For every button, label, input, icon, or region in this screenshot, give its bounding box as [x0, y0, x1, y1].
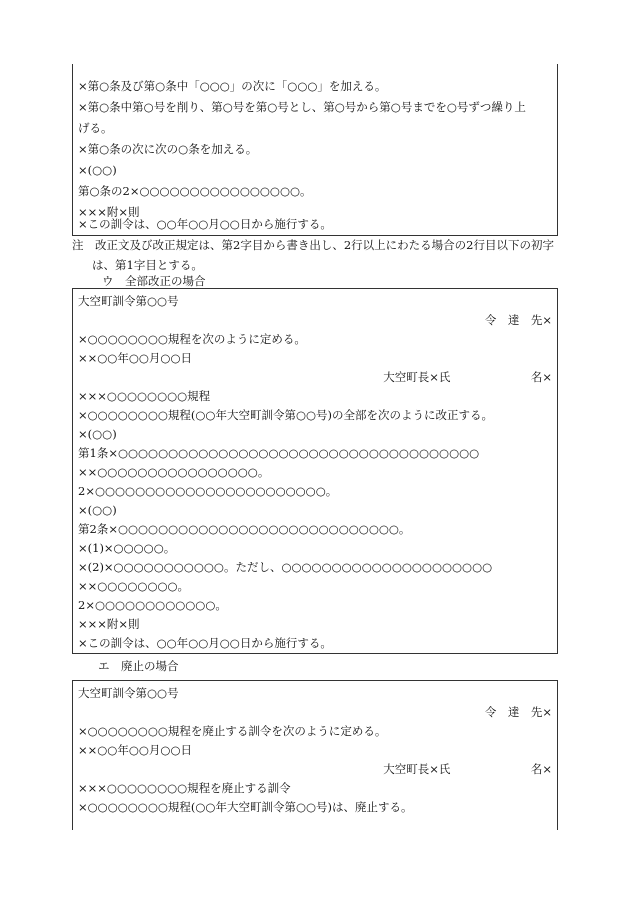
order-number: 大空町訓令第○○号	[78, 686, 179, 700]
signature-line: 大空町長×氏 名×	[383, 370, 552, 384]
note-line-2: は、第1字目とする。	[92, 258, 203, 272]
doc-line: ×(○○)	[78, 427, 117, 441]
section-heading-abolition: エ 廃止の場合	[98, 659, 179, 673]
doc-line: 第○条の2×○○○○○○○○○○○○○○○○。	[78, 184, 312, 198]
doc-line: ×(○○)	[78, 163, 117, 177]
doc-line: ×第○条中第○号を削り、第○号を第○号とし、第○号から第○号までを○号ずつ繰り上	[78, 100, 526, 114]
doc-line: 第1条×○○○○○○○○○○○○○○○○○○○○○○○○○○○○○○○○○○○○	[78, 446, 480, 460]
section-heading-full-revision: ウ 全部改正の場合	[102, 274, 206, 288]
doc-line: ×第○条及び第○条中「○○○」の次に「○○○」を加える。	[78, 79, 387, 93]
doc-line: ×××附×則	[78, 617, 140, 631]
regulation-title: ×××○○○○○○○○規程	[78, 389, 211, 403]
addressee: 令 達 先×	[484, 705, 552, 719]
doc-line: ×○○○○○○○○規程(○○年大空町訓令第○○号)は、廃止する。	[78, 800, 413, 814]
doc-line: 第2条×○○○○○○○○○○○○○○○○○○○○○○○○○○○○。	[78, 522, 411, 536]
doc-line: ×(1)×○○○○○。	[78, 541, 176, 555]
doc-line: ×この訓令は、○○年○○月○○日から施行する。	[78, 217, 332, 231]
doc-line: ××○○○○○○○○。	[78, 579, 190, 593]
doc-line: ×○○○○○○○○規程を次のように定める。	[78, 332, 306, 346]
order-number: 大空町訓令第○○号	[78, 294, 179, 308]
doc-line: ×○○○○○○○○規程(○○年大空町訓令第○○号)の全部を次のように改正する。	[78, 408, 494, 422]
addressee: 令 達 先×	[484, 313, 552, 327]
doc-line: げる。	[78, 121, 113, 135]
abolition-example-box	[72, 680, 558, 830]
signature-line: 大空町長×氏 名×	[383, 762, 552, 776]
note-line-1: 注 改正文及び改正規定は、第2字目から書き出し、2行以上にわたる場合の2行目以下の初字	[72, 238, 554, 252]
doc-line: ×第○条の次に次の○条を加える。	[78, 142, 258, 156]
doc-line: 2×○○○○○○○○○○○○。	[78, 598, 227, 612]
doc-line: ×××附×則	[78, 205, 140, 219]
doc-line: ×この訓令は、○○年○○月○○日から施行する。	[78, 636, 332, 650]
doc-line: ×(2)×○○○○○○○○○○○。ただし、○○○○○○○○○○○○○○○○○○○○○	[78, 560, 493, 574]
doc-line: ×○○○○○○○○規程を廃止する訓令を次のように定める。	[78, 724, 387, 738]
full-revision-example-box	[72, 288, 558, 654]
amendment-example-box	[72, 64, 558, 236]
doc-line: 2×○○○○○○○○○○○○○○○○○○○○○○○。	[78, 484, 338, 498]
regulation-title: ×××○○○○○○○○規程を廃止する訓令	[78, 781, 291, 795]
date-line: ××○○年○○月○○日	[78, 743, 192, 757]
date-line: ××○○年○○月○○日	[78, 351, 192, 365]
doc-line: ×(○○)	[78, 503, 117, 517]
doc-line: ××○○○○○○○○○○○○○○○○。	[78, 465, 270, 479]
